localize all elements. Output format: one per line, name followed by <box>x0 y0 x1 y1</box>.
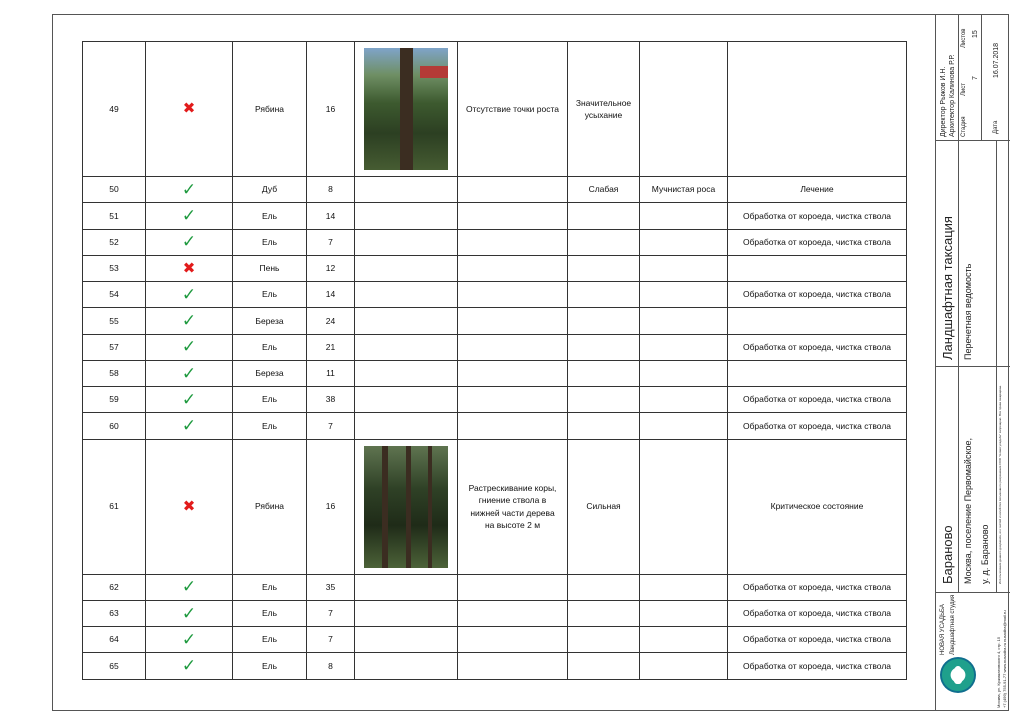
species-cell: Ель <box>233 387 307 413</box>
defect-cell <box>458 439 568 574</box>
company-logo <box>940 657 976 693</box>
action-cell <box>728 42 907 177</box>
defect-cell <box>458 255 568 281</box>
action-cell <box>728 308 907 334</box>
date-label: Дата <box>993 120 999 134</box>
photo-cell <box>355 439 458 574</box>
table-row <box>83 360 907 386</box>
company-contacts: +7 (499) 755-91-77 www.nusadba.ru nusadba@mail.ru <box>1002 610 1007 708</box>
tree-number-cell: 53 <box>83 255 146 281</box>
check-icon: ✓ <box>181 389 197 409</box>
sheet-value: 7 <box>972 76 979 80</box>
action-cell: Обработка от короеда, чистка ствола <box>728 413 907 439</box>
cross-icon: ✖ <box>182 497 196 515</box>
defect-cell <box>458 177 568 203</box>
tree-photo <box>364 48 448 170</box>
action-cell: Обработка от короеда, чистка ствола <box>728 627 907 653</box>
architect-label: Архитектор Калинова Р.Р. <box>949 54 956 137</box>
check-icon: ✓ <box>181 179 197 199</box>
status-cell <box>146 600 233 626</box>
defect-cell <box>458 308 568 334</box>
tree-number-cell: 49 <box>83 42 146 177</box>
drying-cell <box>568 203 640 229</box>
drying-text: Сильная <box>586 501 621 512</box>
check-icon: ✓ <box>181 337 197 357</box>
species-cell: Ель <box>233 574 307 600</box>
copyright-note: Использование данного документа, его частей и копий без письменного разрешения ООО "Новая усадьба" запрещено. Все права защищены. <box>998 385 1002 584</box>
cross-icon: ✖ <box>182 259 196 277</box>
status-cell <box>146 308 233 334</box>
company-address: Москва, ул. Кржижановского 4, стр. 15 <box>996 636 1001 708</box>
check-icon: ✓ <box>181 206 197 226</box>
tree-number-cell: 52 <box>83 229 146 255</box>
status-cell <box>146 439 233 574</box>
inventory-table <box>82 41 907 680</box>
disease-cell: Мучнистая роса <box>640 177 728 203</box>
species-cell: Рябина <box>233 42 307 177</box>
table-row <box>83 627 907 653</box>
tree-number-cell: 63 <box>83 600 146 626</box>
status-cell <box>146 203 233 229</box>
tree-number-cell: 65 <box>83 653 146 679</box>
table-row <box>83 42 907 177</box>
tree-number-cell: 61 <box>83 439 146 574</box>
photo-cell <box>355 282 458 308</box>
tree-number-cell: 58 <box>83 360 146 386</box>
species-cell: Ель <box>233 413 307 439</box>
status-cell <box>146 229 233 255</box>
drying-cell <box>568 282 640 308</box>
company-subtitle: Ландшафтная студия <box>950 594 956 655</box>
photo-cell <box>355 203 458 229</box>
disease-cell <box>640 282 728 308</box>
species-cell: Рябина <box>233 439 307 574</box>
drying-cell <box>568 177 640 203</box>
action-cell: Обработка от короеда, чистка ствола <box>728 600 907 626</box>
drying-cell <box>568 360 640 386</box>
disease-cell <box>640 600 728 626</box>
action-cell: Критическое состояние <box>728 439 907 574</box>
diameter-cell: 21 <box>307 334 355 360</box>
drying-cell <box>568 413 640 439</box>
species-cell: Береза <box>233 308 307 334</box>
tree-number-cell: 59 <box>83 387 146 413</box>
photo-cell <box>355 574 458 600</box>
defect-cell <box>458 360 568 386</box>
tree-number-cell: 54 <box>83 282 146 308</box>
species-cell: Ель <box>233 203 307 229</box>
tree-number-cell: 60 <box>83 413 146 439</box>
address-line-1: Москва, поселение Первомайское, <box>963 437 973 584</box>
check-icon: ✓ <box>181 363 197 383</box>
species-cell: Пень <box>233 255 307 281</box>
action-cell: Обработка от короеда, чистка ствола <box>728 387 907 413</box>
action-cell <box>728 255 907 281</box>
action-cell: Обработка от короеда, чистка ствола <box>728 203 907 229</box>
doc-title: Перечетная ведомость <box>963 263 973 360</box>
species-cell: Ель <box>233 334 307 360</box>
status-cell <box>146 177 233 203</box>
defect-cell <box>458 229 568 255</box>
drying-cell <box>568 229 640 255</box>
tree-number-cell: 51 <box>83 203 146 229</box>
photo-cell <box>355 177 458 203</box>
disease-cell <box>640 334 728 360</box>
defect-cell <box>458 627 568 653</box>
defect-cell <box>458 282 568 308</box>
check-icon: ✓ <box>181 629 197 649</box>
disease-cell <box>640 229 728 255</box>
tree-photo <box>364 446 448 568</box>
defect-cell <box>458 334 568 360</box>
diameter-cell: 7 <box>307 600 355 626</box>
species-cell: Ель <box>233 229 307 255</box>
defect-cell <box>458 42 568 177</box>
table-row <box>83 203 907 229</box>
table-row <box>83 334 907 360</box>
diameter-cell: 7 <box>307 229 355 255</box>
table-row <box>83 229 907 255</box>
photo-cell <box>355 653 458 679</box>
photo-cell <box>355 255 458 281</box>
table-row <box>83 177 907 203</box>
diameter-cell: 16 <box>307 439 355 574</box>
action-cell: Обработка от короеда, чистка ствола <box>728 653 907 679</box>
cross-icon: ✖ <box>182 100 196 118</box>
address-line-2: у. д. Бараново <box>980 524 990 584</box>
director-label: Директор Рыжов И.Н. <box>940 66 947 137</box>
action-cell: Обработка от короеда, чистка ствола <box>728 229 907 255</box>
check-icon: ✓ <box>181 656 197 676</box>
species-cell: Ель <box>233 653 307 679</box>
defect-text: Растрескивание коры, <box>468 482 557 493</box>
disease-cell <box>640 439 728 574</box>
species-cell: Ель <box>233 627 307 653</box>
drying-cell <box>568 255 640 281</box>
disease-cell <box>640 255 728 281</box>
table-row <box>83 600 907 626</box>
action-cell: Обработка от короеда, чистка ствола <box>728 574 907 600</box>
diameter-cell: 35 <box>307 574 355 600</box>
check-icon: ✓ <box>181 284 197 304</box>
disease-cell <box>640 203 728 229</box>
check-icon: ✓ <box>181 311 197 331</box>
sheet-label: Лист <box>961 82 967 96</box>
drying-cell <box>568 653 640 679</box>
photo-cell <box>355 229 458 255</box>
check-icon: ✓ <box>181 232 197 252</box>
diameter-cell: 14 <box>307 203 355 229</box>
species-cell: Ель <box>233 282 307 308</box>
drying-cell <box>568 600 640 626</box>
tree-number-cell: 64 <box>83 627 146 653</box>
defect-text: Отсутствие точки роста <box>465 103 560 114</box>
status-cell <box>146 653 233 679</box>
table-row <box>83 439 907 574</box>
check-icon: ✓ <box>181 577 197 597</box>
defect-cell <box>458 387 568 413</box>
status-cell <box>146 574 233 600</box>
photo-cell <box>355 627 458 653</box>
defect-text: гниение ствола в <box>478 495 547 506</box>
defect-cell <box>458 413 568 439</box>
disease-cell <box>640 627 728 653</box>
species-cell: Дуб <box>233 177 307 203</box>
drying-cell <box>568 627 640 653</box>
tree-number-cell: 50 <box>83 177 146 203</box>
status-cell <box>146 255 233 281</box>
disease-cell <box>640 653 728 679</box>
photo-cell <box>355 334 458 360</box>
defect-cell <box>458 203 568 229</box>
company-name: НОВАЯ УСАДЬБА <box>940 604 946 655</box>
status-cell <box>146 42 233 177</box>
action-cell: Обработка от короеда, чистка ствола <box>728 282 907 308</box>
disease-cell <box>640 42 728 177</box>
disease-cell <box>640 413 728 439</box>
table-body <box>83 42 907 680</box>
status-cell <box>146 413 233 439</box>
table-row <box>83 574 907 600</box>
diameter-cell: 8 <box>307 653 355 679</box>
diameter-cell: 11 <box>307 360 355 386</box>
action-cell <box>728 360 907 386</box>
table-row <box>83 308 907 334</box>
species-cell: Ель <box>233 600 307 626</box>
table-row <box>83 413 907 439</box>
photo-cell <box>355 600 458 626</box>
sheets-label: Листов <box>961 28 967 48</box>
disease-cell <box>640 387 728 413</box>
photo-cell <box>355 360 458 386</box>
check-icon: ✓ <box>181 603 197 623</box>
tree-number-cell: 55 <box>83 308 146 334</box>
status-cell <box>146 360 233 386</box>
status-cell <box>146 627 233 653</box>
date-value: 16.07.2018 <box>993 42 1000 78</box>
stage-label: Стадия <box>961 116 967 137</box>
table-row <box>83 255 907 281</box>
table-row <box>83 387 907 413</box>
project-title: Ландшафтная таксация <box>940 216 955 360</box>
check-icon: ✓ <box>181 416 197 436</box>
diameter-cell: 7 <box>307 413 355 439</box>
disease-cell <box>640 360 728 386</box>
photo-cell <box>355 308 458 334</box>
drying-cell <box>568 439 640 574</box>
photo-cell <box>355 387 458 413</box>
tree-number-cell: 57 <box>83 334 146 360</box>
status-cell <box>146 334 233 360</box>
defect-cell <box>458 653 568 679</box>
sheets-value: 15 <box>972 30 979 38</box>
diameter-cell: 38 <box>307 387 355 413</box>
place-name: Бараново <box>940 525 955 584</box>
table-row <box>83 653 907 679</box>
defect-text: нижней части дерева <box>470 507 555 518</box>
disease-cell <box>640 308 728 334</box>
drying-cell <box>568 42 640 177</box>
diameter-cell: 12 <box>307 255 355 281</box>
defect-cell <box>458 600 568 626</box>
diameter-cell: 24 <box>307 308 355 334</box>
diameter-cell: 14 <box>307 282 355 308</box>
diameter-cell: 16 <box>307 42 355 177</box>
diameter-cell: 8 <box>307 177 355 203</box>
drying-cell <box>568 334 640 360</box>
drying-cell <box>568 574 640 600</box>
defect-text: на высоте 2 м <box>484 519 541 530</box>
table-row <box>83 282 907 308</box>
drying-cell <box>568 387 640 413</box>
drying-text: Значительное <box>575 97 632 108</box>
action-cell: Обработка от короеда, чистка ствола <box>728 334 907 360</box>
defect-cell <box>458 574 568 600</box>
drying-text: Слабая <box>588 184 619 195</box>
tree-number-cell: 62 <box>83 574 146 600</box>
species-cell: Береза <box>233 360 307 386</box>
status-cell <box>146 282 233 308</box>
action-cell: Лечение <box>728 177 907 203</box>
drying-text: усыхание <box>584 110 623 120</box>
disease-cell <box>640 574 728 600</box>
diameter-cell: 7 <box>307 627 355 653</box>
photo-cell <box>355 413 458 439</box>
photo-cell <box>355 42 458 177</box>
status-cell <box>146 387 233 413</box>
drying-cell <box>568 308 640 334</box>
